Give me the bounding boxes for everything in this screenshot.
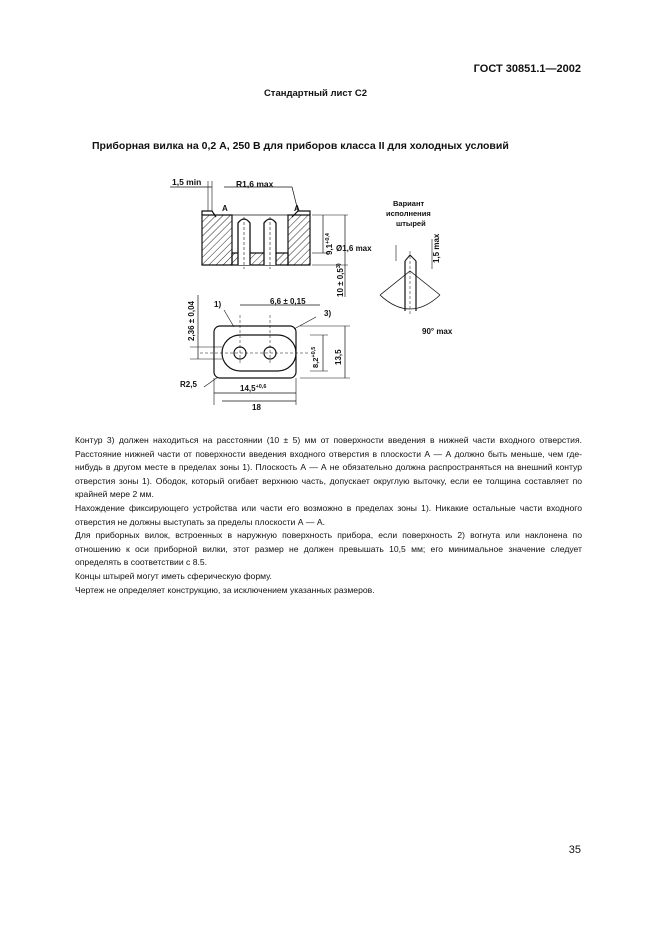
standard-number: ГОСТ 30851.1—2002	[473, 63, 581, 75]
section-view	[170, 181, 348, 297]
dim-8-2	[311, 347, 320, 368]
paragraph-5: Чертеж не определяет конструкцию, за исключением указанных размеров.	[75, 584, 375, 595]
page-number: 35	[568, 844, 581, 856]
paragraph-3: Для приборных вилок, встроенных в наружную поверхность прибора, если поверхность 2) вогнута или наклонена по отношению к оси приборной вилки, этот размер не должен превышать 10,5 мм; его минимальное значение следует определять в соответствии с 8.5.	[75, 530, 582, 568]
dim-14-5-tolerance: +0,6	[255, 384, 267, 390]
pin-variant-label-3: штырей	[396, 219, 426, 228]
dim-1-5-min: 1,5 min	[172, 177, 202, 187]
pin-variant-view	[380, 239, 440, 315]
dim-14-5	[240, 384, 266, 393]
paragraph-4: Концы штырей могут иметь сферическую форму.	[75, 570, 272, 581]
dim-9-1-value: 9,1	[325, 243, 334, 255]
pin-variant-label-1: Вариант	[393, 199, 425, 208]
pin-variant-label-2: исполнения	[386, 209, 431, 218]
paragraph-1: Контур 3) должен находиться на расстоянии (10 ± 5) мм от поверхности введения в нижней части входного отверстия. Расстояние нижней части от поверхности введения входного отверстия в плоскости А — А должно быть меньше, чем где-нибудь в другом месте в пределах зоны 1). Плоскость А — А не обязательно должна распространяться на внешний контур отверстия зоны 1). Ободок, который огибает верхнюю часть, допускает округлую выточку, если ее толщина составляет по крайней мере 2 мм.	[75, 435, 582, 500]
sheet-label-text: Стандартный лист С2	[263, 88, 368, 99]
sheet-label	[0, 88, 661, 99]
technical-drawing	[160, 165, 480, 425]
note-3-label: 3)	[324, 309, 332, 318]
dim-pin-diameter: Ø1,6 max	[336, 244, 372, 253]
dim-10	[336, 263, 345, 297]
dim-10-note: 3)	[336, 263, 342, 269]
dim-8-2-tolerance: +0,5	[311, 346, 317, 358]
dim-8-2-value: 8,2	[311, 357, 320, 368]
paragraph-2: Нахождение фиксирующего устройства или части его возможно в пределах зоны 1). Никакие остальные части входного отверстия не должны выступать за пределы плоскости А — А.	[75, 502, 582, 527]
dim-r1-6-max: R1,6 max	[236, 179, 274, 189]
dim-1-5-max: 1,5 max	[432, 233, 441, 263]
dim-9-1	[325, 232, 334, 255]
dim-10-value: 10 ± 0,5	[336, 268, 345, 297]
dim-9-1-tolerance: +0,4	[325, 233, 331, 244]
dim-14-5-value: 14,5	[240, 384, 256, 393]
dim-6-6: 6,6 ± 0,15	[270, 297, 306, 306]
dim-13-5: 13,5	[334, 349, 343, 365]
section-label-right: A	[294, 204, 300, 213]
section-label-left: A	[222, 204, 228, 213]
dim-2-36: 2,36 ± 0,04	[187, 301, 196, 341]
dim-r2-5: R2,5	[180, 380, 197, 389]
dim-90-max: 90° max	[422, 327, 453, 336]
drawing-title: Приборная вилка на 0,2 А, 250 В для приборов класса II для холодных условий	[92, 140, 509, 152]
body-text	[75, 434, 582, 597]
dim-18: 18	[252, 403, 261, 412]
note-1-label: 1)	[214, 300, 222, 309]
